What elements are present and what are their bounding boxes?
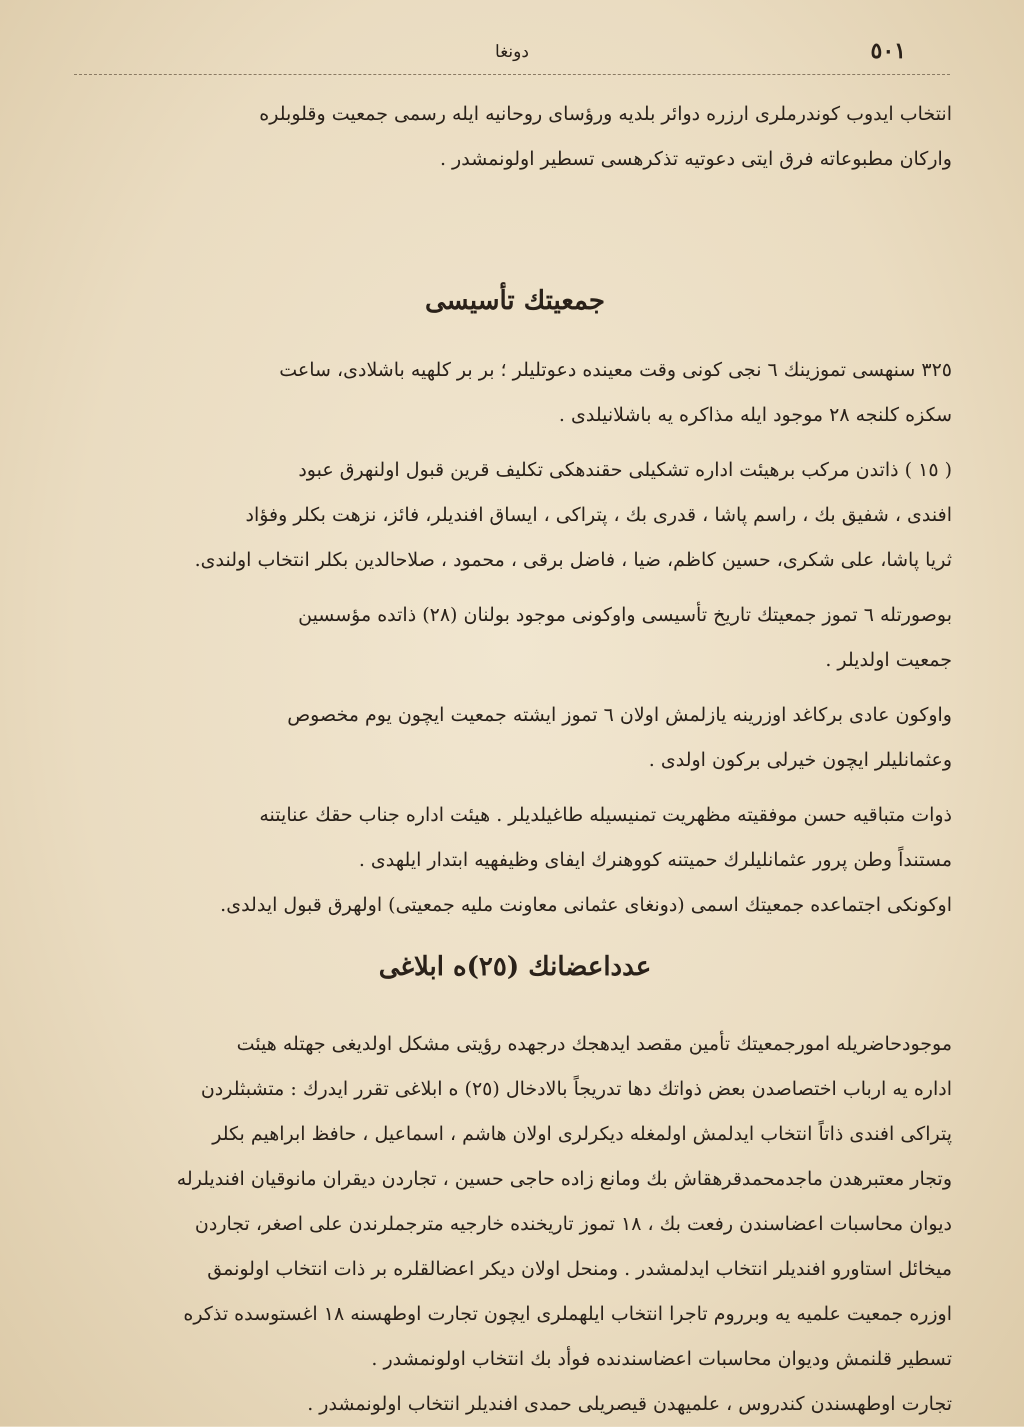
paragraph	[78, 793, 952, 883]
text-line: ثریا پاشا، علی شکری، حسین کاظم، ضیا ، فاضل برقی ، محمود ، صلاحالدین بکلر انتخاب اولندی.	[194, 549, 952, 571]
text-line: وارکان مطبوعاته فرق ایتی دعوتیه تذکرهسی تسطیر اولونمشدر .	[439, 148, 952, 170]
text-line: ذوات متباقیه حسن موفقیته مظهریت تمنیسیله طاغیلدیلر . هیئت اداره جناب حقك عنایتنه	[259, 804, 952, 826]
text-line: مستنداً وطن پرور عثمانلیلرك حمیتنه کووهنرك ایفای وظیفهیه ابتدار ایلهدی .	[358, 849, 952, 871]
running-title: دونغا	[495, 42, 529, 62]
text-line: اداره یه ارباب اختصاصدن بعض ذواتك دها تدریجاً بالادخال (٢٥) ه ابلاغی تقرر ایدرك : متشبثلردن	[200, 1078, 952, 1100]
text-line: افندی ، شفیق بك ، راسم پاشا ، قدری بك ، پتراکی ، ایساق افندیلر، فائز، نزهت بکلر وفؤاد	[245, 504, 952, 526]
text-line: وتجار معتبرهدن ماجدمحمدقرهقاش بك ومانع زاده حاجی حسین ، تجاردن دیقران مانوقیان افندیلرله	[176, 1168, 952, 1190]
text-line: میخائل استاورو افندیلر انتخاب ایدلمشدر . ومنحل اولان دیکر اعضالقلره بر ذات انتخاب اولونمق	[207, 1258, 952, 1280]
text-line: جمعیت اولدیلر .	[825, 649, 952, 671]
paragraph	[78, 448, 952, 583]
text-line: وعثمانلیلر ایچون خیرلی برکون اولدی .	[648, 749, 952, 771]
text-line: تجارت اوطهسندن کندروس ، علمیهدن قیصریلی حمدی افندیلر انتخاب اولونمشدر .	[307, 1393, 952, 1415]
text-line: انتخاب ایدوب کوندرملری ارزره دوائر بلدیه ورؤسای روحانیه ایله رسمی جمعیت وقلوبلره	[259, 103, 952, 125]
text-line: دیوان محاسبات اعضاسندن رفعت بك ، ١٨ تموز تاریخنده خارجیه مترجملرندن علی اصغر، تجاردن	[194, 1213, 952, 1235]
paragraph	[78, 1022, 952, 1382]
header-divider	[74, 74, 950, 75]
text-line: بوصورتله ٦ تموز جمعیتك تاریخ تأسیسی واوکونی موجود بولنان (٢٨) ذاتده مؤسسین	[298, 604, 952, 626]
paragraph	[78, 348, 952, 438]
paragraph	[78, 693, 952, 783]
text-line: تسطیر قلنمش ودیوان محاسبات اعضاسندنده فوأد بك انتخاب اولونمشدر .	[371, 1348, 952, 1370]
text-line: اوکونکی اجتماعده جمعیتك اسمی (دونغای عثمانی معاونت ملیه جمعیتی) اولهرق قبول ایدلدی.	[220, 894, 952, 916]
text-line: سکزه کلنجه ٢٨ موجود ایله مذاکره یه باشلانیلدی .	[558, 404, 952, 426]
text-line: واوکون عادی برکاغد اوزرینه یازلمش اولان ٦ تموز ایشته جمعیت ایچون یوم مخصوص	[287, 704, 952, 726]
page-header	[70, 34, 954, 74]
text-line: موجودحاضریله امورجمعیتك تأمین مقصد ایدهجك درجهده رؤیتی مشکل اولدیغی جهتله هیئت	[236, 1033, 952, 1055]
paragraph	[78, 883, 952, 928]
section-heading-members: عدداعضانك (٢٥)ه ابلاغی	[378, 952, 652, 982]
text-line: پتراکی افندی ذاتاً انتخاب ایدلمش اولمغله دیکرلری اولان هاشم ، اسماعیل ، حافظ ابراهیم بکلر	[212, 1123, 952, 1145]
text-line: ٣٢٥ سنهسی تموزینك ٦ نجی کونی وقت معینده دعوتلیلر ؛ بر بر کلهیه باشلادی، ساعت	[279, 359, 952, 381]
text-line: ( ١٥ ) ذاتدن مرکب برهیئت اداره تشکیلی حقندهکی تکلیف قرین قبول اولنهرق عبود	[298, 459, 952, 481]
paragraph	[78, 1382, 952, 1427]
page-number: ٥٠١	[870, 38, 906, 64]
text-line: اوزره جمعیت علمیه یه وبرروم تاجرا انتخاب ایلهملری ایچون تجارت اوطهسنه ١٨ اغستوسده تذکره	[183, 1303, 952, 1325]
paragraph	[78, 593, 952, 683]
intro-paragraph	[78, 92, 952, 182]
document-body	[78, 92, 952, 1427]
section-heading-founding: جمعیتك تأسیسی	[425, 286, 605, 316]
